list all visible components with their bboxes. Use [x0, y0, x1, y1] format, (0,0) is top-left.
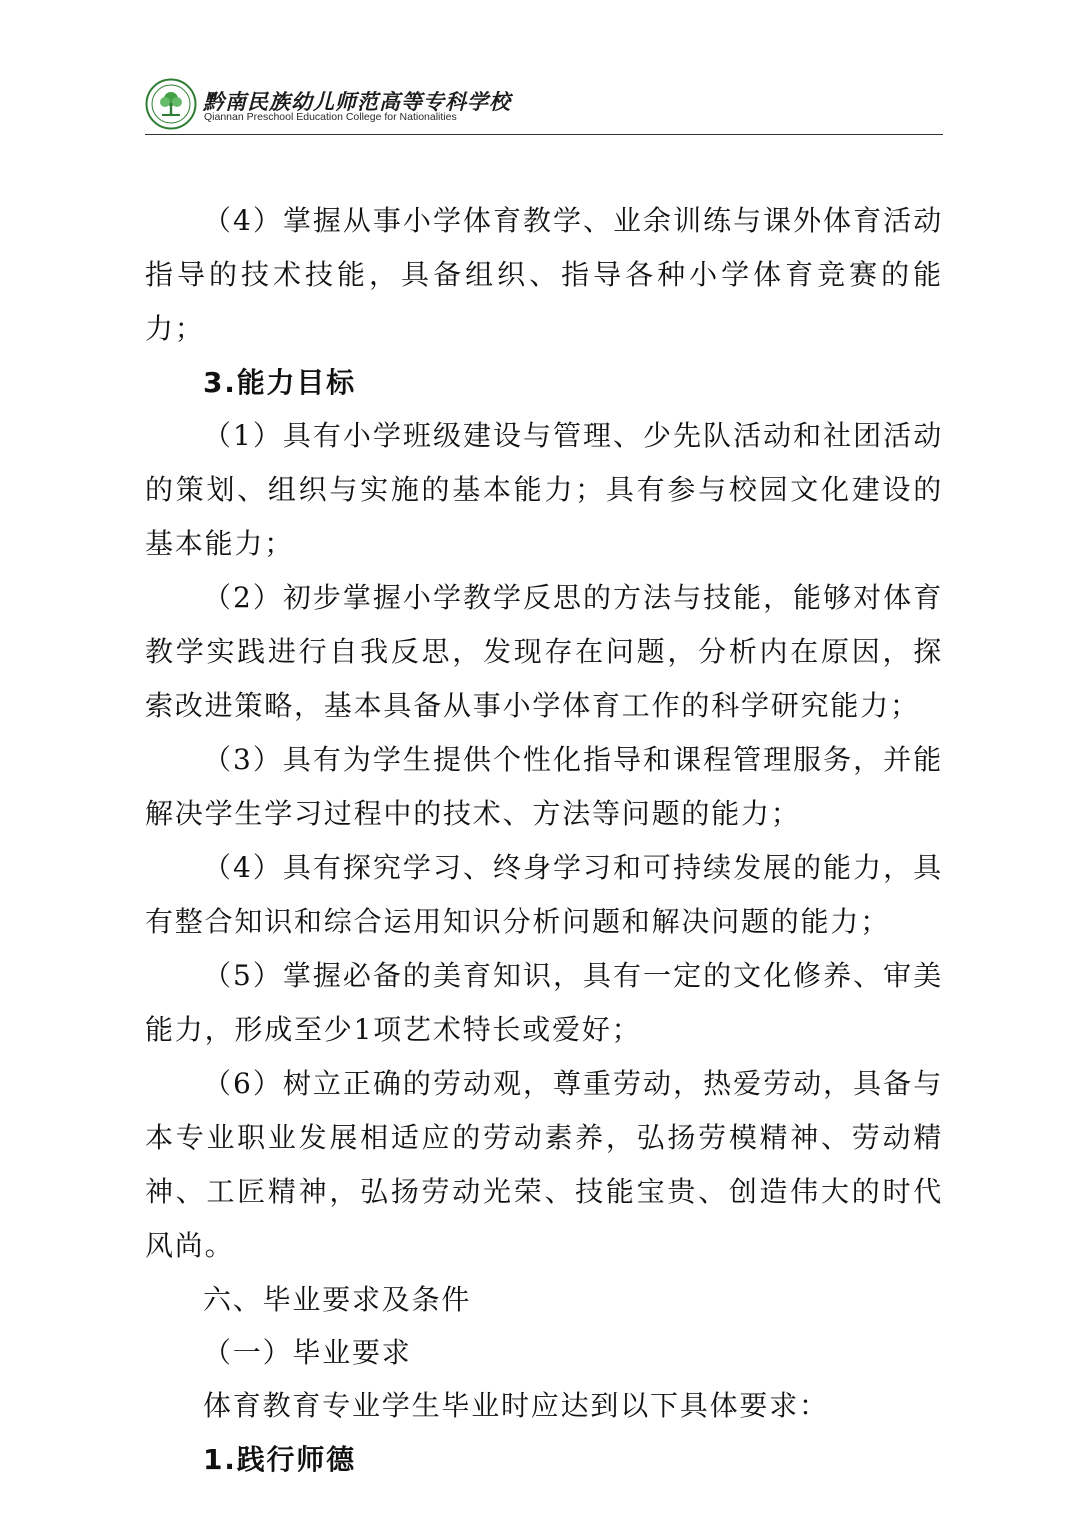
paragraph-ability-5: （5）掌握必备的美育知识，具有一定的文化修养、审美能力，形成至少1项艺术特长或爱好； [145, 959, 943, 1046]
tree-emblem-icon [145, 78, 197, 130]
header-divider [145, 134, 943, 135]
document-body [145, 194, 943, 1486]
school-name-english: Qiannan Preschool Education College for Nationalities [204, 111, 457, 123]
school-logo [145, 78, 197, 130]
paragraph-ability-3: （3）具有为学生提供个性化指导和课程管理服务，并能解决学生学习过程中的技术、方法等问题的能力； [145, 743, 943, 830]
heading-section-6: 六、毕业要求及条件 [203, 1283, 472, 1316]
paragraph-requirements-intro: 体育教育专业学生毕业时应达到以下具体要求： [203, 1389, 829, 1422]
page-header [145, 78, 943, 134]
paragraph-ability-4: （4）具有探究学习、终身学习和可持续发展的能力，具有整合知识和综合运用知识分析问题和解决问题的能力； [145, 851, 943, 938]
paragraph-ability-6: （6）树立正确的劳动观，尊重劳动，热爱劳动，具备与本专业职业发展相适应的劳动素养，弘扬劳模精神、劳动精神、工匠精神，弘扬劳动光荣、技能宝贵、创造伟大的时代风尚。 [145, 1067, 943, 1262]
school-name-chinese: 黔南民族幼儿师范高等专科学校 [203, 90, 511, 114]
heading-graduation-requirements: （一）毕业要求 [203, 1336, 412, 1369]
paragraph-ability-1: （1）具有小学班级建设与管理、少先队活动和社团活动的策划、组织与实施的基本能力；具有参与校园文化建设的基本能力； [145, 419, 943, 560]
paragraph-ability-2: （2）初步掌握小学教学反思的方法与技能，能够对体育教学实践进行自我反思，发现存在问题，分析内在原因，探索改进策略，基本具备从事小学体育工作的科学研究能力； [145, 581, 943, 722]
paragraph-knowledge-4: （4）掌握从事小学体育教学、业余训练与课外体育活动指导的技术技能，具备组织、指导各种小学体育竞赛的能力； [145, 204, 943, 345]
heading-practice-ethics: 1.践行师德 [203, 1443, 356, 1476]
heading-ability-goals: 3.能力目标 [203, 366, 356, 399]
